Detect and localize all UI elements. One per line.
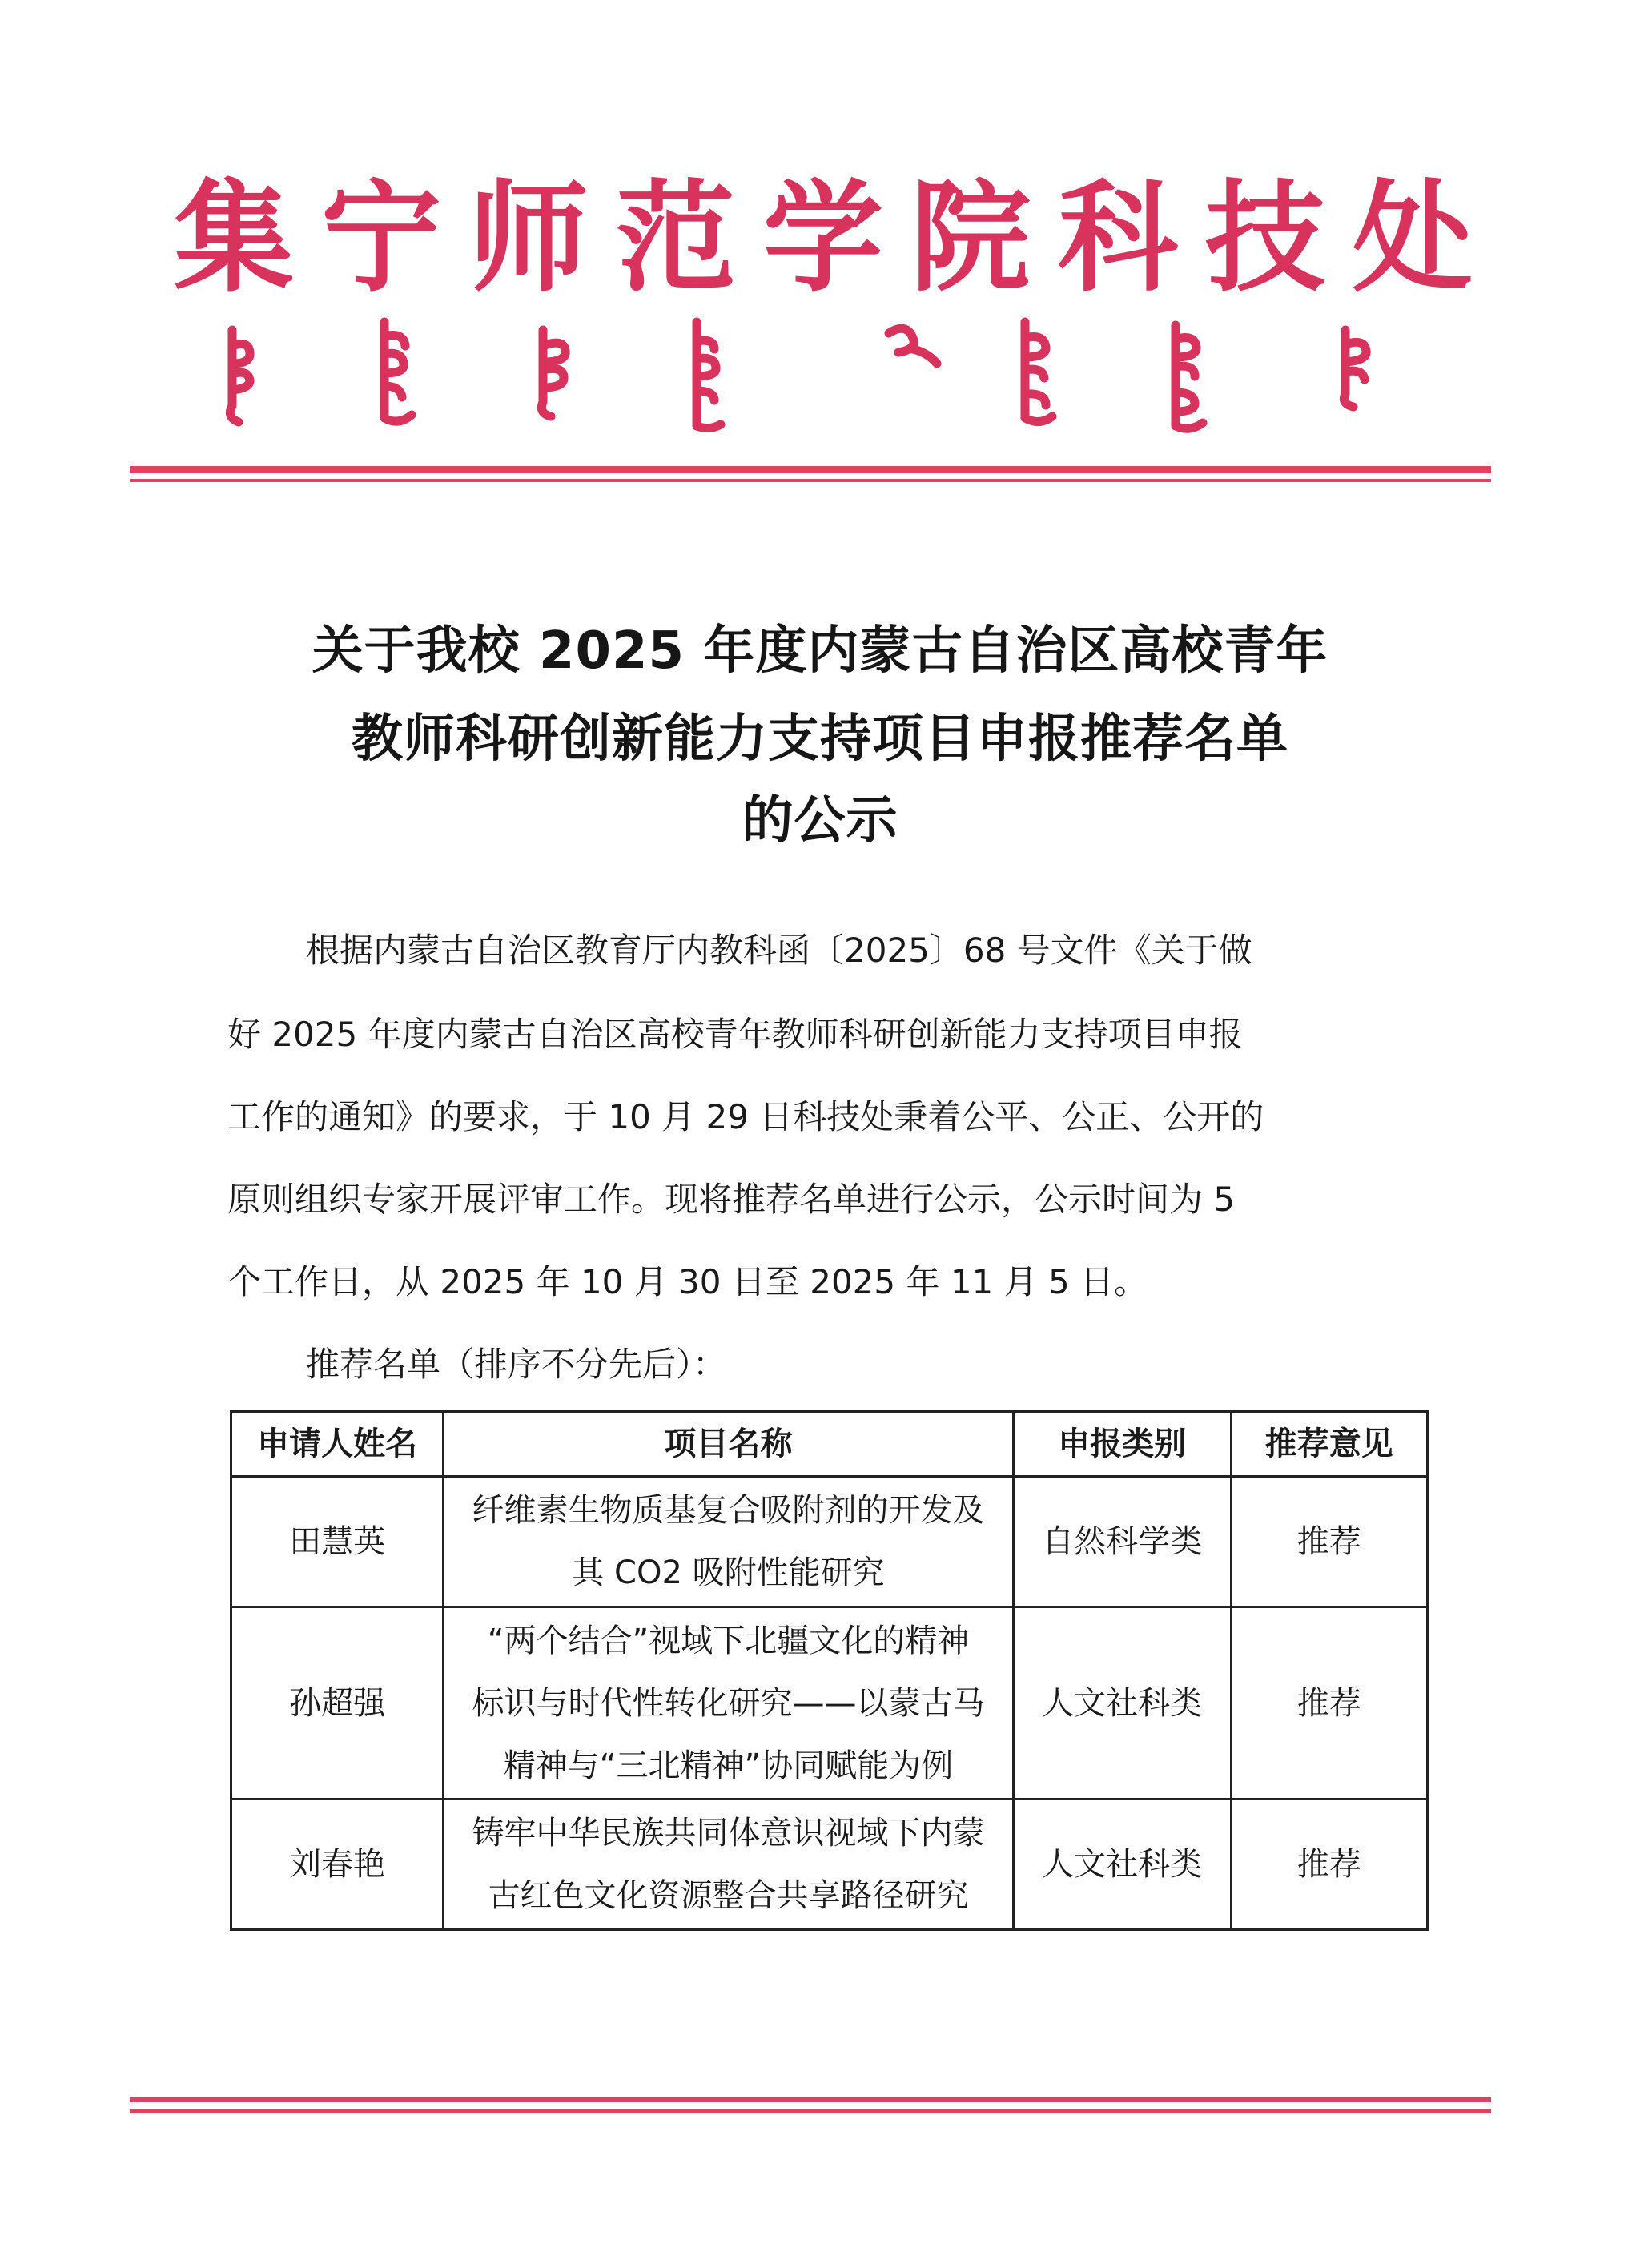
- cell-applicant-name: 田慧英: [231, 1477, 444, 1607]
- cell-category: 自然科学类: [1013, 1477, 1231, 1607]
- header-category: 申报类别: [1013, 1412, 1231, 1477]
- footer-rule-bottom: [130, 2109, 1491, 2113]
- document-title-line-2: 教师科研创新能力支持项目申报推荐名单: [352, 710, 1288, 769]
- project-line: “两个结合”视域下北疆文化的精神: [487, 1622, 970, 1659]
- cell-opinion: 推荐: [1231, 1607, 1427, 1800]
- recommendation-list-intro: 推荐名单（排序不分先后）：: [306, 1345, 727, 1384]
- document-title-line-3: 的公示: [742, 791, 898, 850]
- project-line: 标识与时代性转化研究——以蒙古马: [472, 1684, 985, 1722]
- project-line: 其 CO2 吸附性能研究: [572, 1554, 885, 1591]
- footer-rule-top: [130, 2097, 1491, 2102]
- cell-project-name: [444, 1607, 1014, 1800]
- mongolian-script-logo: [216, 314, 1393, 434]
- project-line: 铸牢中华民族共同体意识视域下内蒙: [472, 1815, 985, 1852]
- body-line-3: 工作的通知》的要求，于 10 月 29 日科技处秉着公平、公正、公开的: [227, 1097, 1264, 1136]
- recommendation-table: [230, 1410, 1429, 1931]
- table-row: [231, 1607, 1428, 1800]
- body-line-4: 原则组织专家开展评审工作。现将推荐名单进行公示，公示时间为 5: [227, 1180, 1236, 1219]
- project-line: 古红色文化资源整合共享路径研究: [488, 1877, 969, 1914]
- cell-opinion: 推荐: [1231, 1477, 1427, 1607]
- body-line-5: 个工作日，从 2025 年 10 月 30 日至 2025 年 11 月 5 日。: [227, 1262, 1148, 1301]
- cell-project-name: [444, 1800, 1014, 1930]
- table-header-row: [231, 1412, 1428, 1477]
- cell-opinion: 推荐: [1231, 1800, 1427, 1930]
- header-project-name: 项目名称: [444, 1412, 1014, 1477]
- project-line: 纤维素生物质基复合吸附剂的开发及: [472, 1492, 985, 1529]
- project-line: 精神与“三北精神”协同赋能为例: [503, 1747, 954, 1784]
- table-row: [231, 1477, 1428, 1607]
- document-title-line-1: 关于我校 2025 年度内蒙古自治区高校青年: [312, 621, 1328, 681]
- header-applicant-name: 申请人姓名: [231, 1412, 444, 1477]
- body-line-1: 根据内蒙古自治区教育厅内教科函〔2025〕68 号文件《关于做: [306, 931, 1252, 970]
- header-rule-thin: [130, 479, 1491, 482]
- cell-applicant-name: 孙超强: [231, 1607, 444, 1800]
- header-rule-thick: [130, 466, 1491, 473]
- mongolian-script-glyphs: [216, 314, 1393, 434]
- cell-category: 人文社科类: [1013, 1607, 1231, 1800]
- table-row: [231, 1800, 1428, 1930]
- cell-category: 人文社科类: [1013, 1800, 1231, 1930]
- body-line-2: 好 2025 年度内蒙古自治区高校青年教师科研创新能力支持项目申报: [227, 1015, 1243, 1054]
- cell-applicant-name: 刘春艳: [231, 1800, 444, 1930]
- header-opinion: 推荐意见: [1231, 1412, 1427, 1477]
- cell-project-name: [444, 1477, 1014, 1607]
- letterhead-org-name: 集宁师范学院科技处: [173, 167, 1500, 308]
